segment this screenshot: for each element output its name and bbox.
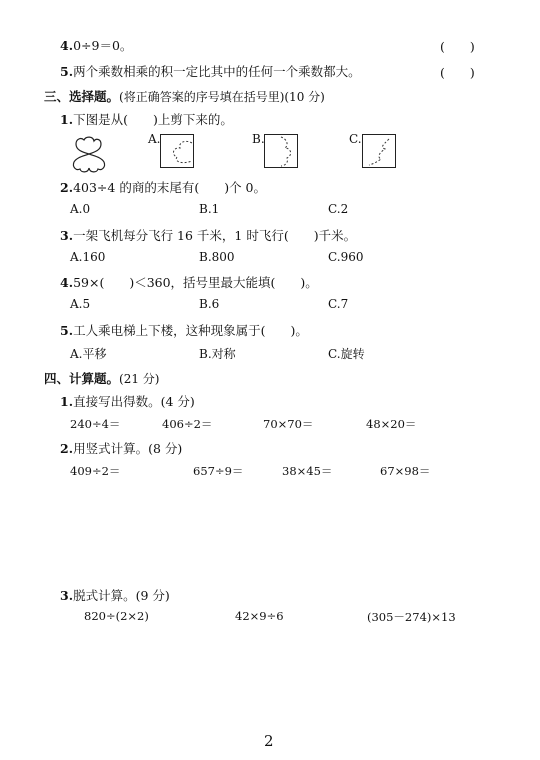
question-number: 1. <box>60 394 74 409</box>
calc-item: 657÷9＝ <box>193 464 244 478</box>
question-number: 3. <box>60 588 74 603</box>
choice-question-3 <box>60 226 356 244</box>
question-number: 5. <box>60 64 74 79</box>
choice-question-4 <box>60 273 318 291</box>
calc-item: 38×45＝ <box>282 464 333 478</box>
question-number: 4. <box>60 275 74 290</box>
calc-item: 409÷2＝ <box>70 464 121 478</box>
option-c: C.旋转 <box>328 347 365 361</box>
calc-question-1 <box>60 392 195 410</box>
section-heading <box>44 369 159 387</box>
question-text: 0÷9＝0。 <box>73 38 133 53</box>
calc-item: 48×20＝ <box>366 417 417 431</box>
option-a-figure <box>160 134 194 168</box>
section-note: (将正确答案的序号填在括号里)(10 分) <box>119 90 325 104</box>
option-b: B.800 <box>199 250 235 264</box>
option-b: B.对称 <box>199 347 236 361</box>
option-c: C.7 <box>328 297 349 311</box>
question-text: 59×( )＜360，括号里最大能填( )。 <box>73 275 318 290</box>
question-text: 用竖式计算。(8 分) <box>73 441 183 456</box>
choice-question-5 <box>60 321 308 339</box>
option-b-label: B. <box>252 132 265 146</box>
calc-item: 820÷(2×2) <box>84 609 149 623</box>
question-text: 403÷4 的商的末尾有( )个 0。 <box>73 180 267 195</box>
calc-question-3 <box>60 586 170 604</box>
option-a: A.0 <box>70 202 91 216</box>
question-text: 工人乘电梯上下楼，这种现象属于( )。 <box>73 323 308 338</box>
clover-figure <box>66 132 112 176</box>
option-c: C.2 <box>328 202 349 216</box>
question-text: 两个乘数相乘的积一定比其中的任何一个乘数都大。 <box>73 64 361 79</box>
calc-item: 240÷4＝ <box>70 417 121 431</box>
question-text: 脱式计算。(9 分) <box>73 588 170 603</box>
section-title: 四、计算题。 <box>44 371 120 386</box>
calc-item: 67×98＝ <box>380 464 431 478</box>
answer-paren: ( ) <box>440 39 475 54</box>
question-number: 2. <box>60 441 74 456</box>
question-number: 1. <box>60 112 74 127</box>
answer-paren: ( ) <box>440 65 475 80</box>
calc-item: 42×9÷6 <box>235 609 284 623</box>
option-b: B.1 <box>199 202 220 216</box>
option-c-figure <box>362 134 396 168</box>
calc-item: 406÷2＝ <box>162 417 213 431</box>
option-b-figure <box>264 134 298 168</box>
calc-question-2 <box>60 439 182 457</box>
question-number: 5. <box>60 323 74 338</box>
question-number: 2. <box>60 180 74 195</box>
question-number: 3. <box>60 228 74 243</box>
choice-question-2 <box>60 178 266 196</box>
option-c: C.960 <box>328 250 364 264</box>
question-text: 直接写出得数。(4 分) <box>73 394 195 409</box>
choice-question-1 <box>60 110 233 128</box>
option-a-label: A. <box>148 132 161 146</box>
question-text: 下图是从( )上剪下来的。 <box>73 112 233 127</box>
section-heading <box>44 87 325 105</box>
option-a: A.5 <box>70 297 91 311</box>
calc-item: (305－274)×13 <box>367 610 456 624</box>
option-b: B.6 <box>199 297 220 311</box>
option-a: A.平移 <box>70 347 107 361</box>
judge-question-4 <box>60 36 132 54</box>
question-number: 4. <box>60 38 74 53</box>
option-a: A.160 <box>70 250 106 264</box>
question-text: 一架飞机每分飞行 16 千米，1 时飞行( )千米。 <box>73 228 357 243</box>
judge-question-5 <box>60 62 361 80</box>
option-c-label: C. <box>349 132 362 146</box>
calc-item: 70×70＝ <box>263 417 314 431</box>
page-number: 2 <box>264 732 274 750</box>
section-score: (21 分) <box>119 372 160 386</box>
section-title: 三、选择题。 <box>44 89 120 104</box>
